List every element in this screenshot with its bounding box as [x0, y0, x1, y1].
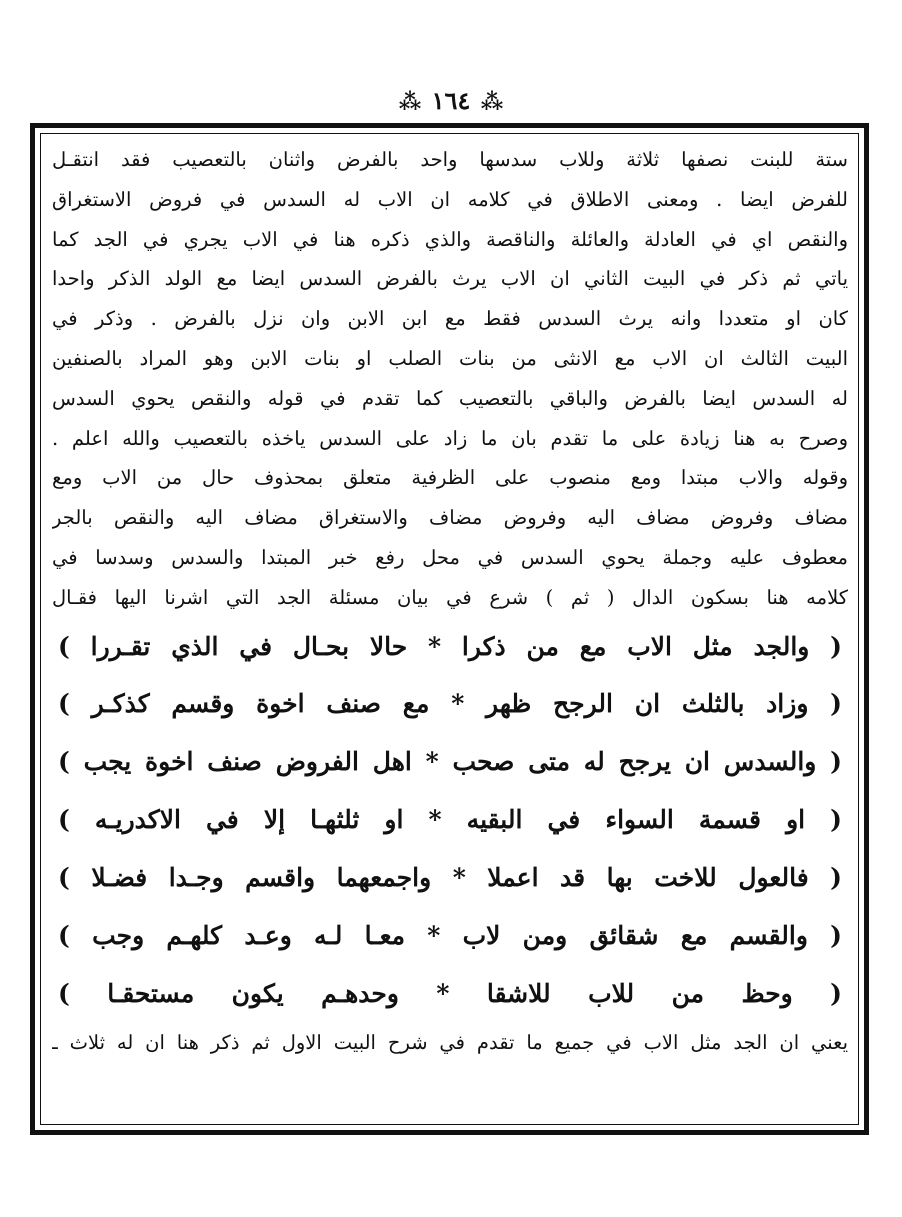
commentary-line: مضاف وفروض مضاف اليه وفروض مضاف والاستغراق مضاف اليه والنقص بالجر [52, 506, 848, 530]
commentary-line: للفرض ايضا . ومعنى الاطلاق في كلامه ان الاب له السدس في فروض الاستغراق [52, 187, 848, 211]
page-body [52, 140, 848, 1063]
commentary-block [52, 140, 848, 618]
verse-line: ( وزاد بالثلث ان الرجح ظهر * مع صنف اخوة وقسم كذكـر ) [58, 689, 842, 719]
verse-block [52, 618, 848, 1023]
commentary-line: البيت الثالث ان الاب مع الانثى من بنات الصلب او بنات الابن وهو المراد بالصنفين [52, 346, 848, 370]
commentary-line: كلامه هنا بسكون الدال ( ثم ) شرع في بيان مسئلة الجد التي اشرنا اليها فقـال [52, 585, 848, 609]
verse-line: ( وحظ من للاب للاشقا * وحدهـم يكون مستحقـا ) [58, 978, 842, 1008]
commentary-line: ياتي ثم ذكر في البيت الثاني ان الاب يرث بالفرض السدس ايضا مع الولد الذكر واحدا [52, 267, 848, 291]
commentary-line: وصرح به هنا زيادة على ما تقدم بان ما زاد على السدس ياخذه بالتعصيب والله اعلم . [52, 426, 848, 450]
verse-line: ( فالعول للاخت بها قد اعملا * واجمعهما واقسم وجـدا فضـلا ) [58, 863, 842, 893]
ornament-right-icon: ⁂ [480, 89, 504, 115]
verse-line: ( والقسم مع شقائق ومن لاب * معـا لـه وعـد كلهـم وجب ) [58, 921, 842, 951]
commentary-line: وقوله والاب مبتدا ومع منصوب على الظرفية متعلق بمحذوف حال من الاب ومع [52, 466, 848, 490]
commentary-line: كان او متعددا وانه يرث السدس فقط مع ابن الابن وان نزل بالفرض . وذكر في [52, 307, 848, 331]
page-number [0, 86, 902, 115]
verse-line: ( والسدس ان يرجح له متى صحب * اهل الفروض صنف اخوة يجب ) [58, 747, 842, 777]
page-number-text: ١٦٤ [431, 86, 471, 115]
verse-line: ( والجد مثل الاب مع من ذكرا * حالا بحـال في الذي تقـررا ) [58, 631, 842, 661]
commentary-line: ستة للبنت نصفها ثلاثة وللاب سدسها واحد بالفرض واثنان بالتعصيب فقد انتقـل [52, 148, 848, 171]
commentary-line: معطوف عليه وجملة يحوي السدس في محل رفع خبر المبتدا والسدس وسدسا في [52, 545, 848, 569]
commentary-continuation: يعني ان الجد مثل الاب في جميع ما تقدم في شرح البيت الاول ثم ذكر هنا ان له ثلاث ـ [52, 1030, 848, 1054]
commentary-line: له السدس ايضا بالفرض والباقي بالتعصيب كما تقدم في قوله والنقص يحوي السدس [52, 386, 848, 410]
commentary-line: والنقص اي في العادلة والعائلة والناقصة والذي ذكره هنا في الاب يجري في الجد كما [52, 227, 848, 251]
ornament-left-icon: ⁂ [398, 89, 422, 115]
verse-line: ( او قسمة السواء في البقيه * او ثلثهـا إلا في الاكدريـه ) [58, 805, 842, 835]
